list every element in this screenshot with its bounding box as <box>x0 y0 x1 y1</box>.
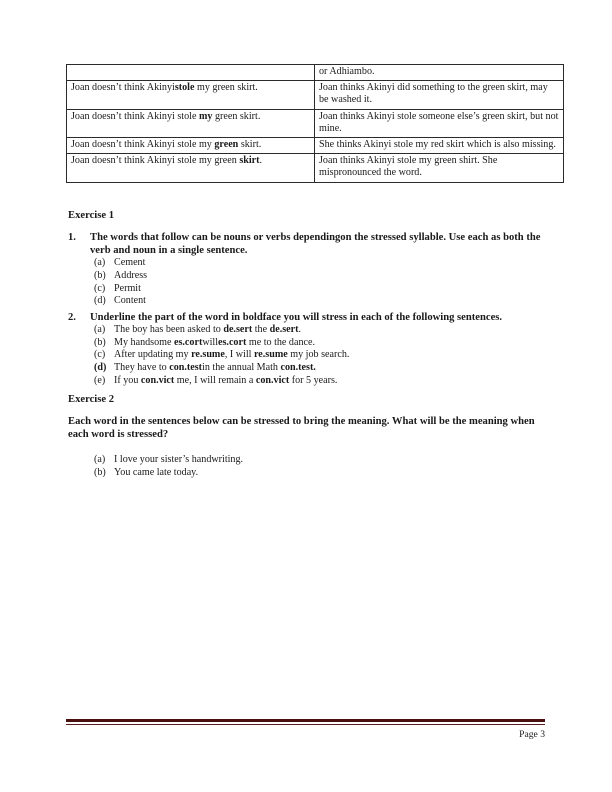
option-boldword-1: con.test <box>169 361 203 373</box>
table-cell-meaning: or Adhiambo. <box>315 65 564 81</box>
option-pre: The boy has been asked to <box>114 324 224 336</box>
list-item <box>94 466 514 479</box>
exercise-1-heading: Exercise 1 <box>68 210 114 221</box>
option-pre: After updating my <box>114 349 192 361</box>
question-2-text: Underline the part of the word in boldface you will stress in each of the following sentences. <box>90 312 503 323</box>
option-boldword-2: de.sert <box>269 324 299 336</box>
option-mid: the <box>252 324 270 336</box>
option-label: (c) <box>94 349 106 361</box>
option-label: (d) <box>94 361 107 373</box>
option-boldword-1: de.sert <box>223 324 253 336</box>
sentence-post: . <box>259 155 263 167</box>
question-2-options <box>94 324 546 387</box>
table-cell-sentence <box>67 81 315 109</box>
option-text: Permit <box>114 282 141 294</box>
option-pre: If you <box>114 374 141 386</box>
option-post: for 5 years. <box>289 374 338 386</box>
option-text <box>114 375 546 388</box>
option-post: my job search. <box>287 349 350 361</box>
option-text <box>114 362 546 375</box>
list-item <box>94 362 546 375</box>
option-label: (b) <box>94 336 106 348</box>
list-item <box>94 453 514 466</box>
table-row <box>67 109 564 137</box>
list-item <box>94 270 546 283</box>
sentence-pre: Joan doesn’t think Akinyi stole <box>71 110 199 122</box>
question-1-number: 1. <box>68 232 76 243</box>
option-label: (d) <box>94 295 106 307</box>
option-text <box>114 337 546 350</box>
option-post: me to the dance. <box>246 336 315 348</box>
exercise-2-prompt: Each word in the sentences below can be stressed to bring the meaning. What will be the meaning when each word is stressed? <box>68 416 535 441</box>
question-1-text: The words that follow can be nouns or verbs dependingon the stressed syllable. Use each as both the verb and noun in a single sentence. <box>90 232 541 257</box>
stress-meaning-table <box>66 64 564 183</box>
sentence-stressed-word: skirt <box>239 155 260 167</box>
table-cell-meaning: Joan thinks Akinyi stole someone else’s green skirt, but not mine. <box>315 109 564 137</box>
table-cell-sentence <box>67 138 315 154</box>
table-cell-sentence <box>67 154 315 182</box>
option-text <box>114 349 546 362</box>
option-pre: They have to <box>114 361 170 373</box>
question-2-number: 2. <box>68 312 76 323</box>
table-row <box>67 81 564 109</box>
list-item <box>94 375 546 388</box>
table-row <box>67 65 564 81</box>
list-item <box>94 283 546 296</box>
sentence-pre: Joan doesn’t think Akinyi <box>71 82 175 94</box>
option-text: You came late today. <box>114 467 199 479</box>
sentence-post: green skirt. <box>212 110 261 122</box>
list-item <box>94 337 546 350</box>
option-boldword-2: es.cort <box>218 336 247 348</box>
exercise-2-options <box>94 453 514 480</box>
option-mid: , I will <box>224 349 254 361</box>
list-item <box>94 349 546 362</box>
option-boldword-1: es.cort <box>174 336 203 348</box>
table-cell-meaning: Joan thinks Akinyi stole my green shirt. She mispronounced the word. <box>315 154 564 182</box>
sentence-pre: Joan doesn’t think Akinyi stole my green <box>71 155 240 167</box>
exercise-2-heading: Exercise 2 <box>68 394 114 405</box>
question-1-row <box>68 231 546 257</box>
question-1-block <box>68 231 546 308</box>
sentence-stressed-word: my <box>198 110 213 122</box>
option-pre: My handsome <box>114 336 174 348</box>
sentence-stressed-word: green <box>214 139 239 151</box>
option-boldword-1: re.sume <box>191 349 225 361</box>
table-cell-sentence <box>67 65 315 81</box>
option-boldword-2: con.vict <box>255 374 290 386</box>
table-cell-meaning: She thinks Akinyi stole my red skirt which is also missing. <box>315 138 564 154</box>
footer-rule-thin <box>66 724 545 725</box>
option-post: . <box>298 324 301 336</box>
option-text: Address <box>114 270 148 281</box>
sentence-post: skirt. <box>238 139 262 151</box>
option-boldword-2: con.test. <box>280 361 316 373</box>
option-label: (c) <box>94 282 106 294</box>
option-label: (a) <box>94 454 106 465</box>
question-1-options <box>94 257 546 307</box>
stress-table-body <box>67 65 564 183</box>
sentence-stressed-word: stole <box>174 82 195 94</box>
option-label: (b) <box>94 467 106 479</box>
list-item <box>94 295 546 308</box>
sentence-pre: Joan doesn’t think Akinyi stole my <box>71 139 215 151</box>
option-text: Content <box>114 295 146 307</box>
sentence-post: my green skirt. <box>194 82 258 94</box>
option-mid: will <box>202 336 219 348</box>
table-row <box>67 154 564 182</box>
question-2-block <box>68 311 546 387</box>
page-number: Page 3 <box>519 729 545 740</box>
list-item <box>94 257 546 270</box>
option-text <box>114 324 546 337</box>
table-cell-sentence <box>67 109 315 137</box>
option-label: (a) <box>94 257 106 269</box>
option-label: (a) <box>94 324 106 336</box>
table-row <box>67 138 564 154</box>
option-text: I love your sister’s handwriting. <box>114 454 244 465</box>
option-boldword-2: re.sume <box>254 349 288 361</box>
option-boldword-1: con.vict <box>140 374 175 386</box>
question-2-row <box>68 311 546 324</box>
option-label: (e) <box>94 374 106 386</box>
option-text: Cement <box>114 257 146 269</box>
list-item <box>94 324 546 337</box>
option-mid: in the annual Math <box>202 361 281 373</box>
option-label: (b) <box>94 270 106 281</box>
option-mid: me, I will remain a <box>174 374 256 386</box>
footer-rule-thick <box>66 719 545 722</box>
table-cell-meaning: Joan thinks Akinyi did something to the green skirt, may be washed it. <box>315 81 564 109</box>
